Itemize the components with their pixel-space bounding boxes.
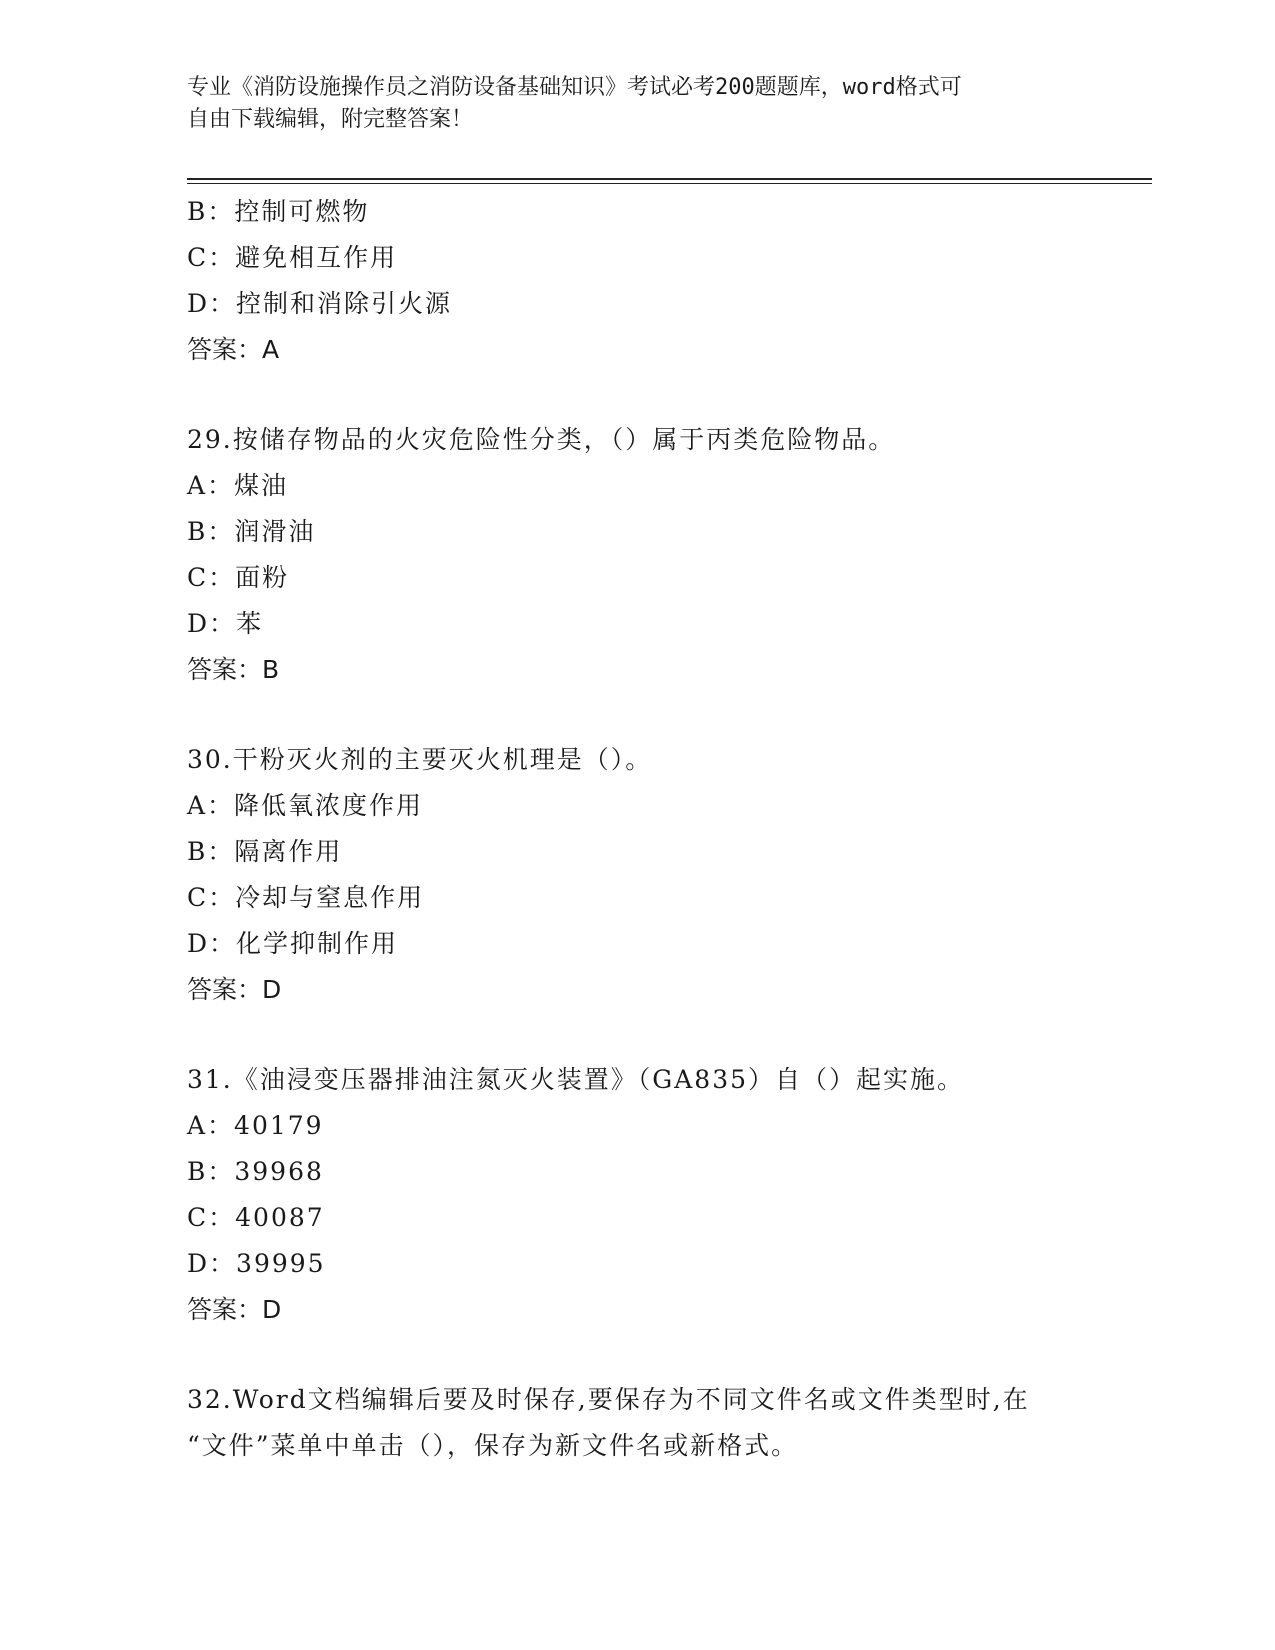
option-d: D：控制和消除引火源 xyxy=(187,289,453,318)
header-line-2: 自由下载编辑，附完整答案！ xyxy=(187,107,474,132)
question-28-continued xyxy=(187,189,1147,373)
option-a: A：40179 xyxy=(187,1111,324,1140)
question-content xyxy=(187,189,1147,1469)
answer-label: 答案：D xyxy=(187,975,282,1004)
option-a: A：煤油 xyxy=(187,471,289,500)
question-31 xyxy=(187,1057,1147,1333)
option-b: B：控制可燃物 xyxy=(187,197,370,226)
option-c: C：避免相互作用 xyxy=(187,243,398,272)
option-a: A：降低氧浓度作用 xyxy=(187,791,424,820)
answer-label: 答案：A xyxy=(187,335,280,364)
header-divider-thin xyxy=(187,183,1152,184)
option-c: C：面粉 xyxy=(187,563,290,592)
option-b: B：39968 xyxy=(187,1157,324,1186)
question-29 xyxy=(187,417,1147,693)
answer-label: 答案：D xyxy=(187,1295,282,1324)
question-text: 30.干粉灭火剂的主要灭火机理是（）。 xyxy=(187,745,653,774)
option-d: D：苯 xyxy=(187,609,264,638)
header-divider xyxy=(187,178,1152,180)
option-d: D：39995 xyxy=(187,1249,326,1278)
question-text-line-2: “文件”菜单中单击（），保存为新文件名或新格式。 xyxy=(187,1431,799,1460)
option-d: D：化学抑制作用 xyxy=(187,929,399,958)
header-line-1: 专业《消防设施操作员之消防设备基础知识》考试必考200题题库，word格式可 xyxy=(187,75,962,100)
option-c: C：冷却与窒息作用 xyxy=(187,883,425,912)
question-32 xyxy=(187,1377,1147,1469)
option-c: C：40087 xyxy=(187,1203,325,1232)
option-b: B：润滑油 xyxy=(187,517,316,546)
page-header xyxy=(187,72,1087,136)
question-text: 29.按储存物品的火灾危险性分类，（）属于丙类危险物品。 xyxy=(187,425,896,454)
option-b: B：隔离作用 xyxy=(187,837,343,866)
question-30 xyxy=(187,737,1147,1013)
question-text-line-1: 32.Word文档编辑后要及时保存,要保存为不同文件名或文件类型时,在 xyxy=(187,1385,1030,1414)
answer-label: 答案：B xyxy=(187,655,280,684)
question-text: 31.《油浸变压器排油注氮灭火装置》（GA835）自（）起实施。 xyxy=(187,1065,965,1094)
